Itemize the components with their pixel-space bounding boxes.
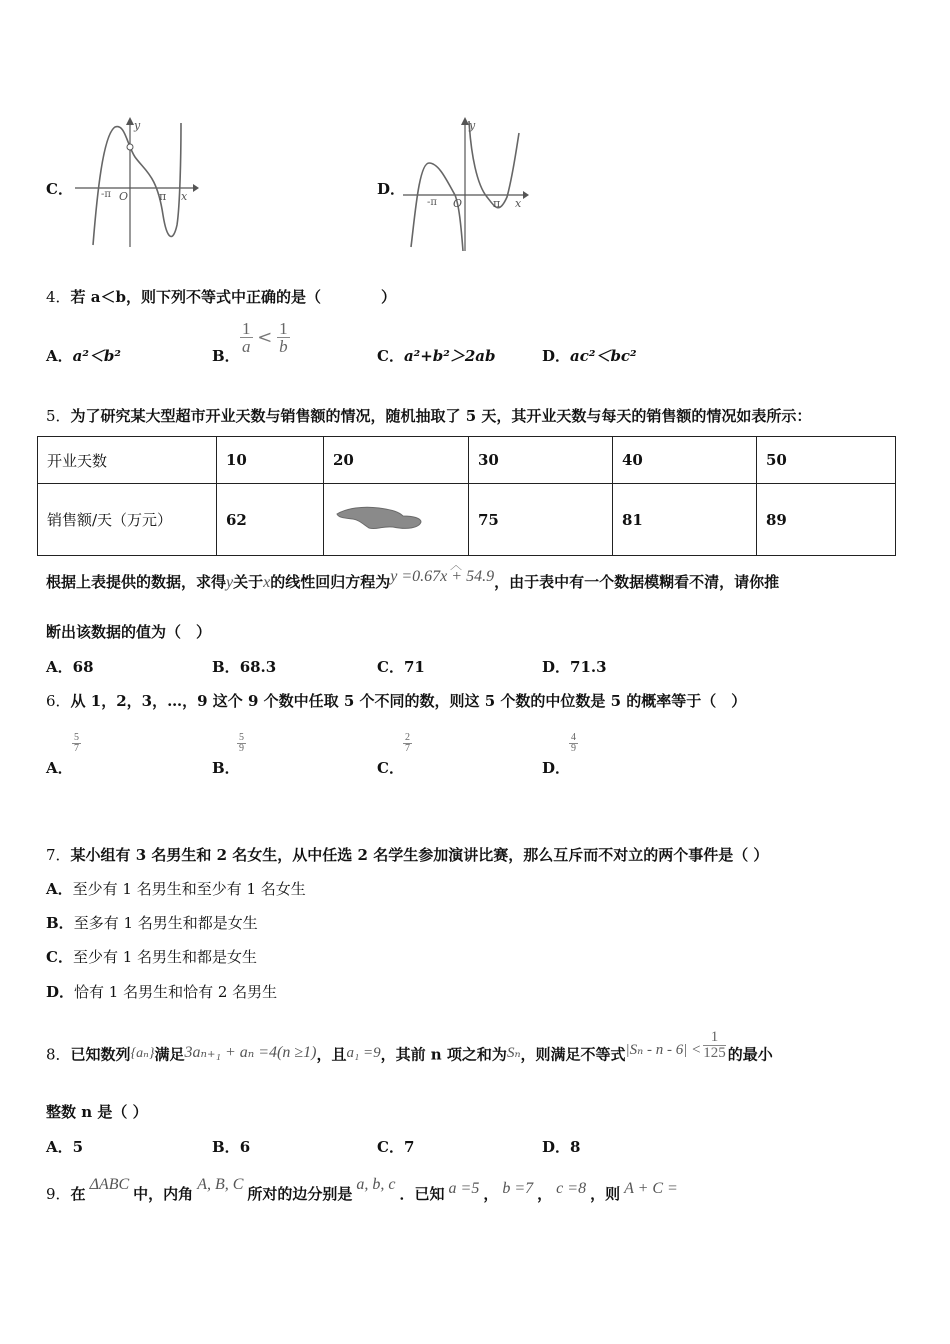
q8-option-b-label: B． bbox=[212, 1138, 240, 1156]
q6-b-num: 5 bbox=[239, 732, 244, 743]
q5-option-d bbox=[542, 656, 607, 677]
q5-cell: 75 bbox=[469, 484, 613, 556]
q8-seq: {aₙ} bbox=[130, 1045, 155, 1061]
q9-number: 9． bbox=[46, 1185, 71, 1203]
q3-d-pi-tick: π bbox=[493, 197, 501, 210]
q5-option-d-text: 71.3 bbox=[570, 658, 607, 676]
q5-row1-header: 开业天数 bbox=[38, 437, 217, 484]
q9-t5: ，则 bbox=[590, 1185, 621, 1203]
q9-sep2: ， bbox=[537, 1185, 553, 1203]
q6-c-den: 7 bbox=[405, 743, 410, 754]
q8-frac-den: 125 bbox=[703, 1045, 726, 1061]
q4-b-num1: 1 bbox=[242, 319, 251, 338]
q5-cell: 40 bbox=[613, 437, 757, 484]
q9-a-value: a =5 bbox=[448, 1180, 480, 1197]
q8-option-c-text: 7 bbox=[403, 1138, 415, 1156]
q7-option-d-text: 恰有 1 名男生和恰有 2 名男生 bbox=[74, 983, 278, 1001]
q4-stem-line bbox=[46, 286, 396, 307]
q8-frac-num: 1 bbox=[703, 1030, 726, 1046]
q4-stem: 若 a＜b，则下列不等式中正确的是（ ） bbox=[70, 288, 396, 306]
blurred-smudge-icon bbox=[333, 502, 425, 534]
q5-row2-header: 销售额/天（万元） bbox=[38, 484, 217, 556]
q8-option-b-text: 6 bbox=[239, 1138, 251, 1156]
q5-text1: 根据上表提供的数据，求得 bbox=[46, 573, 227, 591]
q4-option-a bbox=[46, 345, 121, 366]
q5-cell: 30 bbox=[469, 437, 613, 484]
q6-a-den: 7 bbox=[74, 743, 79, 754]
q5-option-a-text: 68 bbox=[72, 658, 94, 676]
q9-t3: 所对的边分别是 bbox=[247, 1185, 353, 1203]
q6-d-den: 9 bbox=[571, 743, 576, 754]
q8-option-d bbox=[542, 1136, 580, 1157]
q8-option-b bbox=[212, 1136, 250, 1157]
q5-cell: 50 bbox=[757, 437, 896, 484]
q6-number: 6． bbox=[46, 692, 71, 710]
q6-stem-line bbox=[46, 690, 746, 711]
q5-number: 5． bbox=[46, 407, 71, 425]
q6-option-b-label: B． bbox=[212, 759, 240, 777]
q8-number: 8． bbox=[46, 1045, 71, 1064]
y-hat-icon: ︿ bbox=[450, 558, 463, 572]
q4-option-b-expr bbox=[240, 320, 290, 355]
q8-option-a-text: 5 bbox=[72, 1138, 84, 1156]
q9-angles: A, B, C bbox=[197, 1176, 244, 1193]
q7-stem-line bbox=[46, 844, 768, 865]
q7-number: 7． bbox=[46, 846, 71, 864]
q5-text3: 的线性回归方程为 bbox=[270, 573, 391, 591]
q7-option-a bbox=[46, 878, 306, 899]
q3-d-origin: O bbox=[453, 197, 463, 210]
q3-d-y-label: y bbox=[469, 119, 476, 132]
q5-option-a-label: A． bbox=[46, 658, 73, 676]
q4-option-b-label: B． bbox=[212, 347, 240, 365]
q5-option-b-label: B． bbox=[212, 658, 240, 676]
q5-var-y: y bbox=[226, 574, 234, 591]
q6-c-num: 2 bbox=[405, 732, 410, 743]
q9-t1: 在 bbox=[70, 1185, 86, 1203]
q8-option-c-label: C． bbox=[377, 1138, 404, 1156]
q4-option-d bbox=[542, 345, 637, 366]
q9-triangle: ΔABC bbox=[89, 1176, 130, 1193]
q9-t2: 中，内角 bbox=[133, 1185, 194, 1203]
q3-c-y-label: y bbox=[134, 119, 141, 132]
q5-stem: 为了研究某大型超市开业天数与销售额的情况，随机抽取了 5 天，其开业天数与每天的销售额的情况如表所示： bbox=[70, 407, 812, 425]
q5-option-c bbox=[377, 656, 425, 677]
q8-option-d-text: 8 bbox=[570, 1138, 581, 1156]
q4-b-num2: 1 bbox=[279, 319, 288, 338]
q7-option-d bbox=[46, 981, 277, 1002]
q8-recurrence: 3aₙ₊₁ + aₙ =4(n ≥1) bbox=[184, 1043, 317, 1061]
q8-t5: ，则满足不等式 bbox=[520, 1045, 626, 1064]
q5-cell: 89 bbox=[757, 484, 896, 556]
q7-option-c-text: 至少有 1 名男生和都是女生 bbox=[72, 948, 258, 966]
q5-blurred-cell bbox=[324, 484, 469, 556]
q9-stem-line bbox=[46, 1176, 682, 1204]
q5-var-x: x bbox=[263, 574, 271, 591]
q5-option-b-text: 68.3 bbox=[239, 658, 277, 676]
q3-c-origin: O bbox=[119, 190, 129, 203]
q4-b-den1: a bbox=[242, 337, 251, 356]
q7-option-b-label: B． bbox=[46, 914, 74, 932]
q3-option-c-label: C． bbox=[46, 180, 73, 198]
q3-option-d-graph bbox=[403, 115, 533, 255]
q8-option-c bbox=[377, 1136, 414, 1157]
q4-option-a-label: A． bbox=[46, 347, 73, 365]
q6-d-num: 4 bbox=[571, 732, 576, 743]
q7-option-d-label: D． bbox=[46, 983, 75, 1001]
q5-regression-equation: y =0.67x + 54.9 bbox=[390, 568, 495, 585]
q6-option-b-frac bbox=[237, 733, 246, 754]
q8-a1: a₁ =9 bbox=[346, 1044, 381, 1061]
q5-cell: 10 bbox=[217, 437, 324, 484]
q7-option-b bbox=[46, 912, 258, 933]
q3-option-d-label: D． bbox=[377, 180, 406, 198]
q3-c-x-label: x bbox=[181, 190, 188, 203]
q5-option-a bbox=[46, 656, 94, 677]
q6-stem: 从 1，2，3，…，9 这个 9 个数中任取 5 个不同的数，则这 5 个数的中位数是 5 的概率等于（ ） bbox=[70, 692, 747, 710]
q7-option-c-label: C． bbox=[46, 948, 73, 966]
q4-option-c-label: C． bbox=[377, 347, 404, 365]
q8-t3: ，且 bbox=[316, 1045, 347, 1064]
q9-t4: ．已知 bbox=[399, 1185, 445, 1203]
q4-option-d-text: ac²＜bc² bbox=[570, 347, 637, 365]
q8-stem-line bbox=[46, 1029, 773, 1071]
q6-option-a-frac bbox=[72, 733, 81, 754]
q5-line2: 断出该数据的值为（ ） bbox=[46, 623, 212, 641]
q4-number: 4． bbox=[46, 288, 71, 306]
q7-option-a-text: 至少有 1 名男生和至少有 1 名女生 bbox=[72, 880, 306, 898]
q4-b-rel: < bbox=[257, 327, 273, 348]
q4-option-d-label: D． bbox=[542, 347, 571, 365]
q3-d-x-label: x bbox=[515, 197, 522, 210]
table-row bbox=[38, 484, 896, 556]
q6-option-d-frac bbox=[569, 733, 578, 754]
q9-c-value: c =8 bbox=[556, 1180, 587, 1197]
q9-sep1: ， bbox=[483, 1185, 499, 1203]
q6-option-c-frac bbox=[403, 733, 412, 754]
q5-cell: 62 bbox=[217, 484, 324, 556]
q7-option-c bbox=[46, 946, 257, 967]
q8-t2: 满足 bbox=[154, 1045, 185, 1064]
q5-text2: 关于 bbox=[233, 573, 264, 591]
q3-c-neg-pi-tick: -π bbox=[101, 189, 111, 200]
q8-t1: 已知数列 bbox=[70, 1045, 131, 1064]
q9-sides: a, b, c bbox=[356, 1176, 396, 1193]
q8-sn: Sₙ bbox=[506, 1044, 521, 1061]
q8-option-a-label: A． bbox=[46, 1138, 73, 1156]
q5-option-c-label: C． bbox=[377, 658, 404, 676]
q6-option-d-label: D． bbox=[542, 759, 571, 777]
q8-t6: 的最小 bbox=[727, 1045, 773, 1064]
q3-c-pi-tick: π bbox=[159, 190, 167, 203]
table-row bbox=[38, 437, 896, 484]
q3-option-c-graph bbox=[75, 115, 200, 250]
q8-line2: 整数 n 是（ ） bbox=[46, 1103, 148, 1121]
q5-option-c-text: 71 bbox=[403, 658, 425, 676]
q5-regression-line bbox=[46, 568, 780, 592]
q5-data-table bbox=[37, 436, 896, 556]
q8-option-a bbox=[46, 1136, 83, 1157]
q5-cell: 81 bbox=[613, 484, 757, 556]
q6-option-a-label: A． bbox=[46, 759, 73, 777]
q4-b-den2: b bbox=[279, 337, 288, 356]
q6-option-c-label: C． bbox=[377, 759, 404, 777]
q6-a-num: 5 bbox=[74, 732, 79, 743]
q4-option-a-text: a²＜b² bbox=[72, 347, 121, 365]
q5-option-d-label: D． bbox=[542, 658, 571, 676]
q5-cell: 20 bbox=[324, 437, 469, 484]
q7-option-b-text: 至多有 1 名男生和都是女生 bbox=[73, 914, 258, 932]
q9-ask: A + C = bbox=[624, 1180, 678, 1197]
q9-b-value: b =7 bbox=[502, 1180, 534, 1197]
q5-text4: ，由于表中有一个数据模糊看不清，请你推 bbox=[494, 573, 780, 591]
q4-option-c bbox=[377, 345, 496, 366]
q5-stem-line bbox=[46, 405, 811, 426]
q3-d-neg-pi-tick: -π bbox=[427, 197, 437, 208]
q4-option-c-text: a²+b²＞2ab bbox=[403, 347, 496, 365]
q7-option-a-label: A． bbox=[46, 880, 73, 898]
q8-t4: ，其前 n 项之和为 bbox=[380, 1045, 507, 1064]
q7-stem: 某小组有 3 名男生和 2 名女生，从中任选 2 名学生参加演讲比赛，那么互斥而不对立的两个事件是（ ） bbox=[70, 846, 769, 864]
q6-b-den: 9 bbox=[239, 743, 244, 754]
q8-inequality: |Sₙ - n - 6| < bbox=[625, 1041, 702, 1058]
q8-option-d-label: D． bbox=[542, 1138, 571, 1156]
q5-option-b bbox=[212, 656, 276, 677]
